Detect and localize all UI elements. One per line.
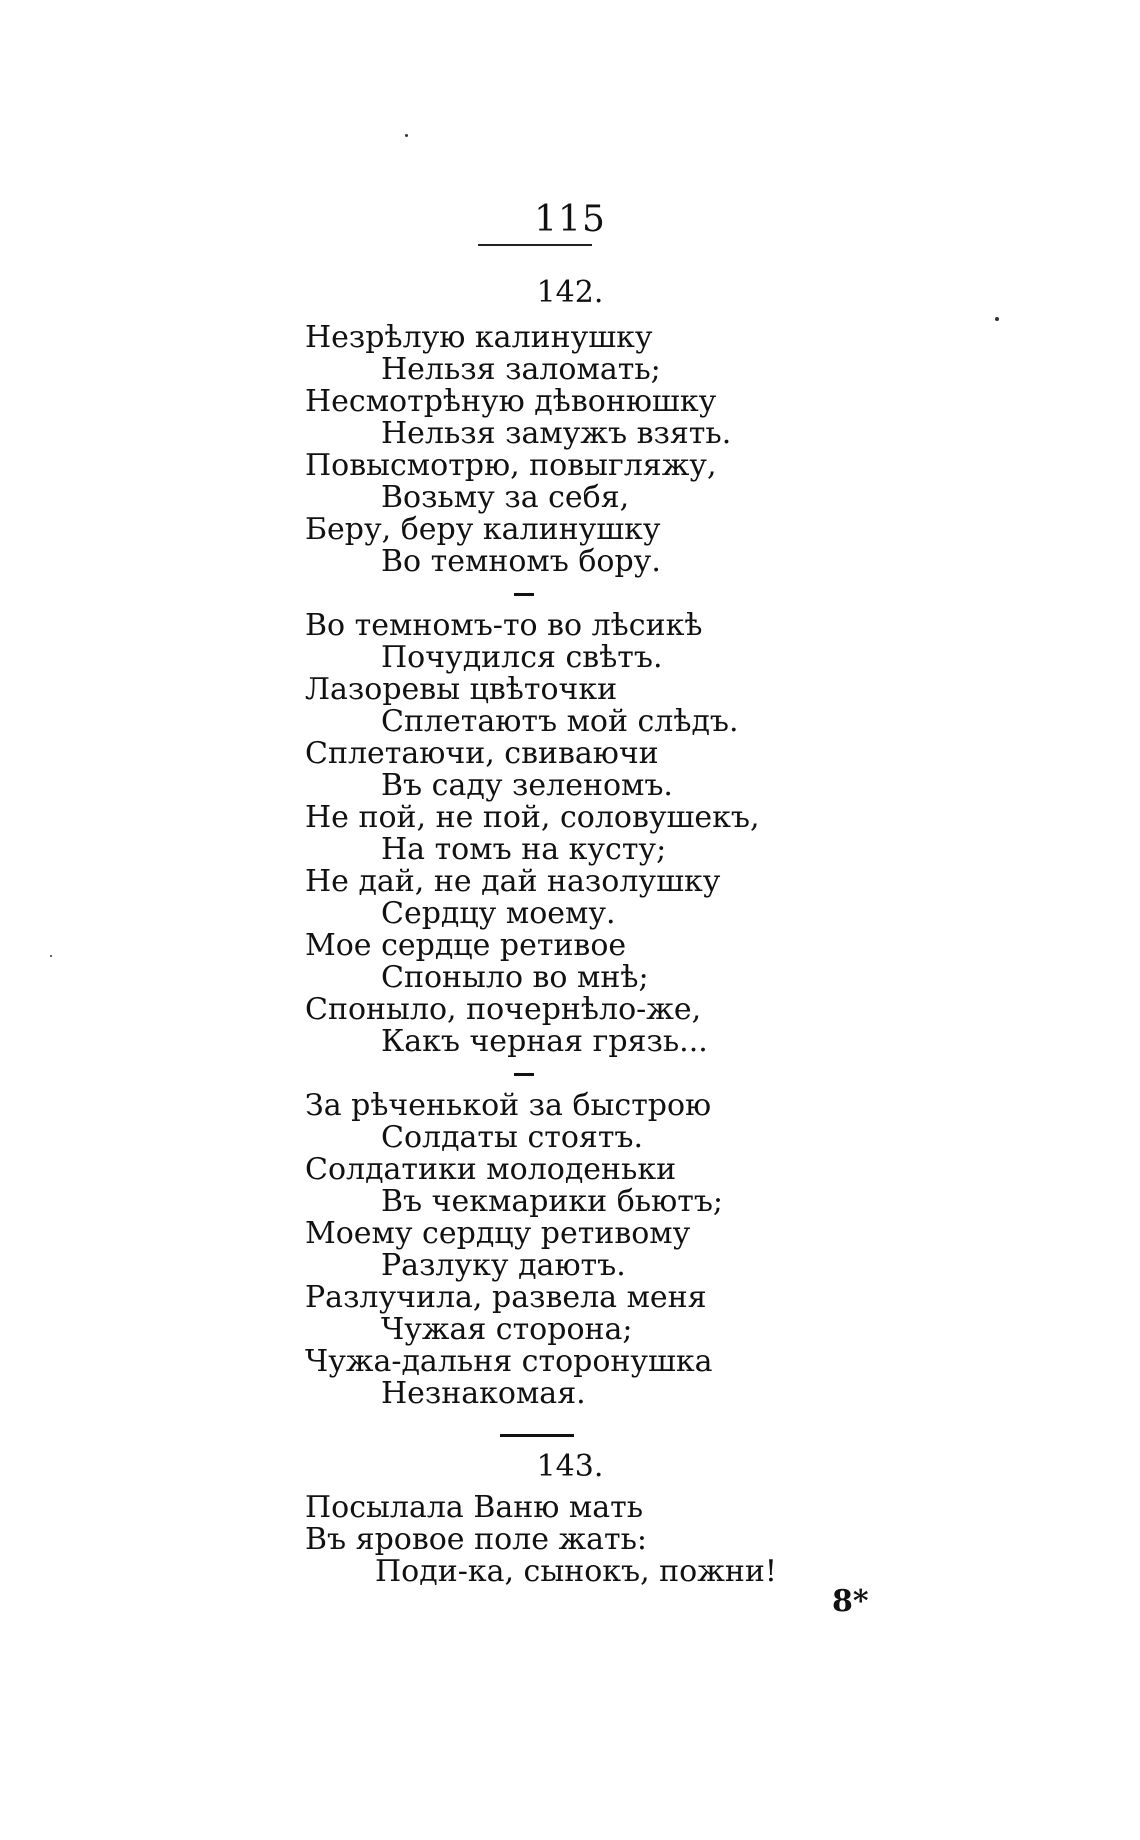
verse-line: Въ чекмарики бьютъ; <box>381 1184 724 1219</box>
verse-line: Несмотрѣную дѣвонюшку <box>305 384 717 419</box>
stanza-separator <box>514 1073 534 1076</box>
verse-line: За рѣченькой за быстрою <box>305 1088 712 1123</box>
verse-line: Въ саду зеленомъ. <box>381 768 673 803</box>
stanza-2 <box>305 610 1005 1058</box>
print-speck <box>405 134 408 137</box>
verse-line: Беру, беру калинушку <box>305 512 661 547</box>
song-end-rule <box>500 1434 574 1437</box>
verse-line: Во темномъ бору. <box>381 544 661 579</box>
signature-mark: 8* <box>832 1584 869 1619</box>
verse-line: Во темномъ-то во лѣсикѣ <box>305 608 703 643</box>
stanza-separator <box>514 593 534 596</box>
verse-line: Сплетаючи, свиваючи <box>305 736 659 771</box>
verse-line: Возьму за себя, <box>381 480 630 515</box>
verse-line: Незрѣлую калинушку <box>305 320 653 355</box>
verse-line: Не дай, не дай назолушку <box>305 864 721 899</box>
verse-line: Моему сердцу ретивому <box>305 1216 691 1251</box>
song-number: 143. <box>536 1449 604 1484</box>
verse-line: Мое сердце ретивое <box>305 928 627 963</box>
verse-line: Лазоревы цвѣточки <box>305 672 618 707</box>
stanza-4 <box>305 1492 1005 1588</box>
verse-line: Въ яровое поле жать: <box>305 1522 648 1557</box>
verse-line: Чужая сторона; <box>381 1312 633 1347</box>
verse-line: Разлуку даютъ. <box>381 1248 626 1283</box>
verse-line: Нельзя заломать; <box>381 352 661 387</box>
verse-line: Какъ черная грязь... <box>381 1024 708 1059</box>
verse-line: Незнакомая. <box>381 1376 586 1411</box>
print-speck <box>50 955 52 957</box>
verse-line: Солдаты стоятъ. <box>381 1120 644 1155</box>
verse-line: Сплетаютъ мой слѣдъ. <box>381 704 739 739</box>
print-speck <box>995 317 999 321</box>
verse-line: Почудился свѣтъ. <box>381 640 663 675</box>
verse-line: На томъ на кусту; <box>381 832 667 867</box>
verse-line: Повысмотрю, повыгляжу, <box>305 448 717 483</box>
verse-line: Не пой, не пой, соловушекъ, <box>305 800 760 835</box>
verse-line: Споныло, почернѣло-же, <box>305 992 702 1027</box>
verse-line: Сердцу моему. <box>381 896 616 931</box>
song-number: 142. <box>536 275 604 310</box>
page-number: 115 <box>534 199 606 240</box>
stanza-1 <box>305 322 1005 578</box>
verse-line: Чужа-дальня сторонушка <box>305 1344 713 1379</box>
verse-line: Разлучила, развела меня <box>305 1280 707 1315</box>
header-rule <box>478 244 592 246</box>
verse-line: Посылала Ваню мать <box>305 1490 644 1525</box>
verse-line: Солдатики молоденьки <box>305 1152 677 1187</box>
stanza-3 <box>305 1090 1005 1410</box>
verse-line: Поди-ка, сынокъ, пожни! <box>375 1554 777 1589</box>
verse-line: Споныло во мнѣ; <box>381 960 649 995</box>
verse-line: Нельзя замужъ взять. <box>381 416 732 451</box>
